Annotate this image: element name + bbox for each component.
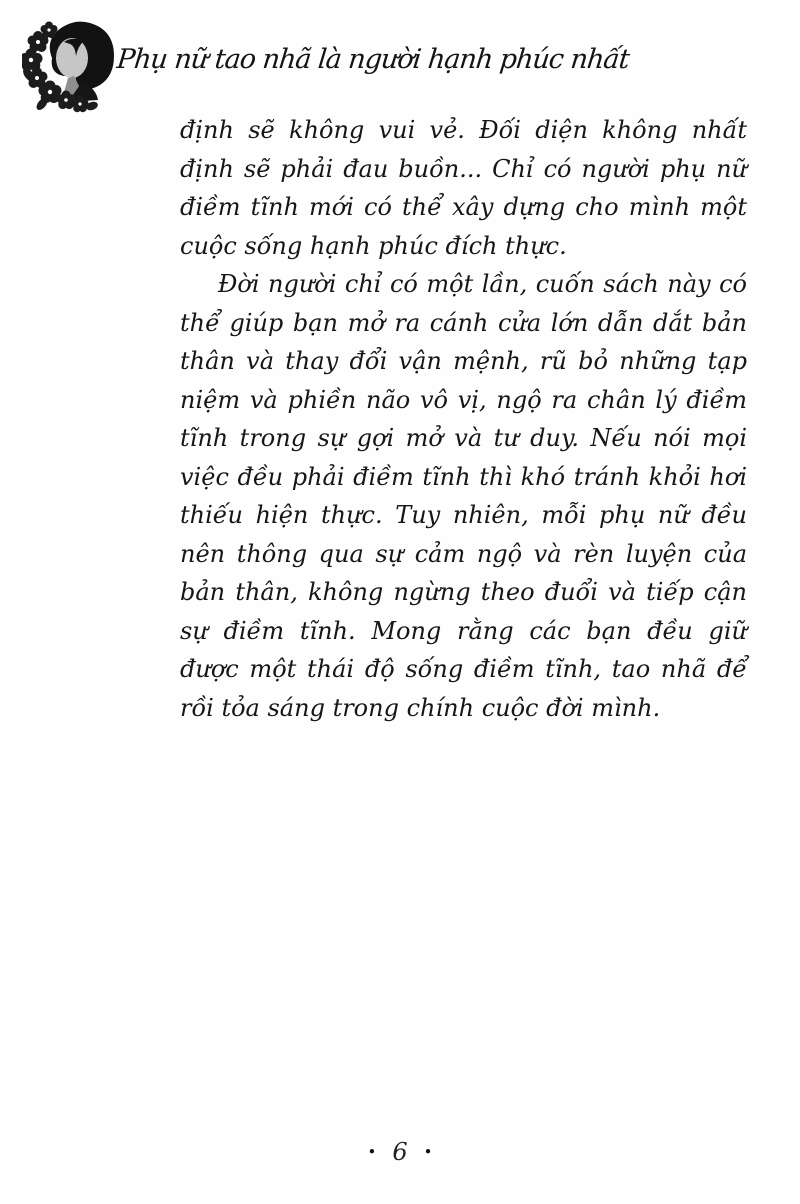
woman-with-flowers-logo-icon	[22, 16, 128, 122]
running-title: Phụ nữ tao nhã là người hạnh phúc nhất	[115, 44, 631, 75]
page-header	[22, 14, 760, 124]
footer-bullet-left: •	[367, 1143, 377, 1161]
paragraph: Đời người chỉ có một lần, cuốn sách này có thể giúp bạn mở ra cánh cửa lớn dẫn dắt bản thân và thay đổi vận mệnh, rũ bỏ những tạp niệm và phiền não vô vị, ngộ ra chân lý điềm tĩnh trong sự gợi mở và tư duy. Nếu nói mọi việc đều phải điềm tĩnh thì khó tránh khỏi hơi thiếu hiện thực. Tuy nhiên, mỗi phụ nữ đều nên thông qua sự cảm ngộ và rèn luyện của bản thân, không ngừng theo đuổi và tiếp cận sự điềm tĩnh. Mong rằng các bạn đều giữ được một thái độ sống điềm tĩnh, tao nhã để rồi tỏa sáng trong chính cuộc đời mình.	[180, 270, 747, 722]
paragraph-continuation: định sẽ không vui vẻ. Đối diện không nhất định sẽ phải đau buồn... Chỉ có người phụ nữ điềm tĩnh mới có thể xây dựng cho mình một cuộc sống hạnh phúc đích thực.	[180, 116, 747, 260]
page-footer	[0, 1138, 800, 1166]
page-number: 6	[392, 1138, 408, 1166]
footer-bullet-right: •	[423, 1143, 433, 1161]
page-body	[180, 111, 747, 727]
